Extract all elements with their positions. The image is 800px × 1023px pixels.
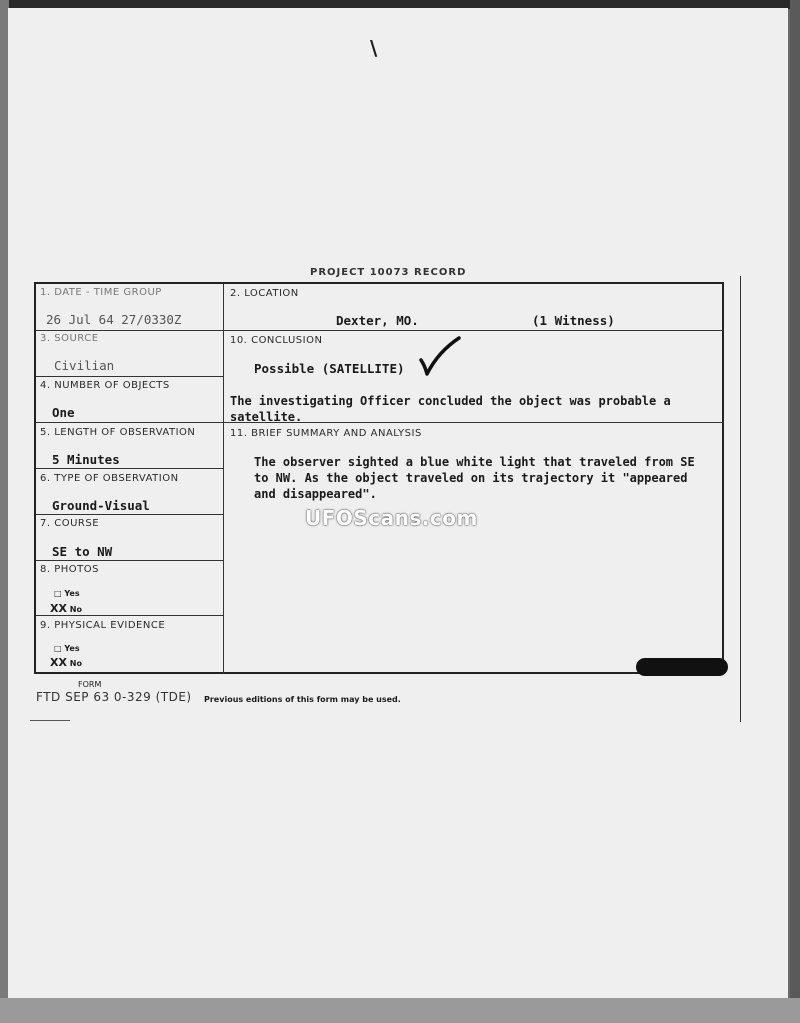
row-rule: [36, 560, 224, 561]
location-label: 2. LOCATION: [230, 288, 299, 299]
conclusion-text: The investigating Officer concluded the object was probable a satellite.: [230, 394, 671, 424]
dtg-value: 26 Jul 64 27/0330Z: [46, 312, 182, 327]
physical-label: 9. PHYSICAL EVIDENCE: [40, 620, 166, 631]
photos-no-option: [50, 602, 82, 615]
right-margin-line: [740, 276, 741, 722]
form-id: FTD SEP 63 0-329 (TDE): [36, 690, 192, 704]
header-mark: \: [370, 36, 378, 60]
photos-label: 8. PHOTOS: [40, 564, 99, 575]
photos-no-mark: XX: [50, 602, 67, 615]
source-value: Civilian: [54, 358, 115, 373]
physical-yes-option: [54, 644, 80, 653]
row-rule: [36, 376, 224, 377]
row-rule: [36, 514, 224, 515]
conclusion-label: 10. CONCLUSION: [230, 335, 323, 346]
length-value: 5 Minutes: [52, 452, 120, 467]
photos-yes-label: Yes: [64, 589, 80, 598]
number-label: 4. NUMBER OF OBJECTS: [40, 380, 170, 391]
footer-dash: [30, 720, 70, 721]
scan-edge-right: [790, 0, 800, 1023]
physical-no-option: [50, 656, 82, 669]
row-rule: [36, 330, 724, 331]
row-rule: [36, 615, 224, 616]
redaction-mark: [636, 658, 728, 676]
form-title: PROJECT 10073 RECORD: [310, 267, 467, 278]
checkmark-icon: [418, 336, 462, 378]
checkbox-icon: □: [54, 589, 62, 598]
photos-no-label: No: [69, 605, 82, 614]
course-value: SE to NW: [52, 544, 113, 559]
source-label: 3. SOURCE: [40, 333, 99, 344]
form-note: Previous editions of this form may be used.: [204, 695, 401, 704]
witness-value: (1 Witness): [532, 313, 615, 328]
course-label: 7. COURSE: [40, 518, 100, 529]
form-word: FORM: [78, 680, 102, 689]
scan-edge-bottom: [0, 998, 800, 1023]
dtg-label: 1. DATE - TIME GROUP: [40, 287, 162, 298]
watermark: UFOScans.com: [305, 506, 478, 530]
type-label: 6. TYPE OF OBSERVATION: [40, 473, 179, 484]
location-value: Dexter, MO.: [336, 313, 419, 328]
physical-yes-label: Yes: [64, 644, 80, 653]
summary-text: The observer sighted a blue white light that traveled from SE to NW. As the object traveled on its trajectory it "appeared and disappeared".: [254, 455, 695, 501]
summary-label: 11. BRIEF SUMMARY AND ANALYSIS: [230, 428, 422, 439]
type-value: Ground-Visual: [52, 498, 150, 513]
number-value: One: [52, 405, 75, 420]
physical-no-label: No: [69, 659, 82, 668]
photos-yes-option: [54, 589, 80, 598]
physical-no-mark: XX: [50, 656, 67, 669]
conclusion-value: Possible (SATELLITE): [254, 361, 405, 376]
row-rule: [36, 468, 224, 469]
checkbox-icon: □: [54, 644, 62, 653]
length-label: 5. LENGTH OF OBSERVATION: [40, 427, 196, 438]
